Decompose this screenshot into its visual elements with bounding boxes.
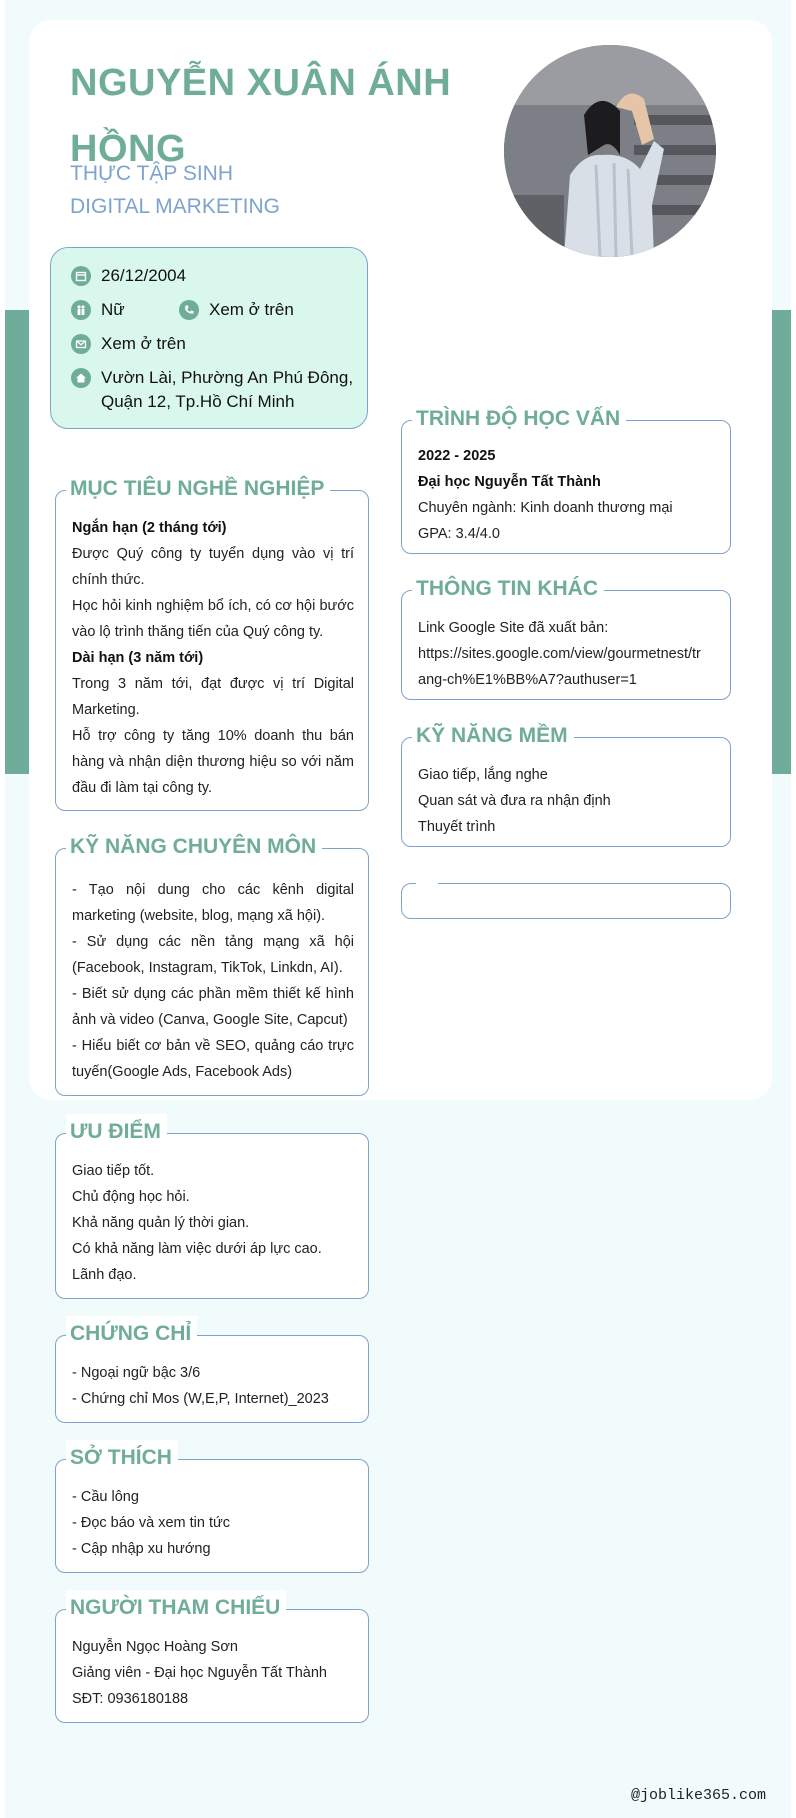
education-title: TRÌNH ĐỘ HỌC VẤN: [412, 401, 626, 437]
soft-skills-title: KỸ NĂNG MỀM: [412, 718, 574, 754]
address-line1: Vườn Lài, Phường An Phú Đông,: [101, 368, 354, 387]
soft-skills-body: [418, 762, 716, 840]
education-major: Chuyên ngành: Kinh doanh thương mại: [418, 500, 673, 516]
address-text: [101, 366, 353, 414]
soft-skill-item: Thuyết trình: [418, 819, 496, 835]
strength-item: Khả năng quản lý thời gian.: [72, 1215, 250, 1231]
soft-skills-section: [401, 724, 731, 847]
contact-info-box: [50, 247, 368, 429]
skill-item: - Tạo nội dung cho các kênh digital marketing (website, blog, mạng xã hội).: [72, 882, 354, 924]
reference-item: SĐT: 0936180188: [72, 1691, 189, 1707]
hobby-item: - Cầu lông: [72, 1489, 139, 1505]
gender-row: [71, 298, 125, 322]
footer-credit: @joblike365.com: [630, 1787, 766, 1804]
birthday-text: 26/12/2004: [101, 266, 187, 285]
hobbies-title: SỞ THÍCH: [66, 1440, 178, 1476]
skill-item: - Biết sử dụng các phần mềm thiết kế hình ảnh và video (Canva, Google Site, Capcut): [72, 986, 354, 1028]
long-term-goal-2: Hỗ trợ công ty tăng 10% doanh thu bán hàng và nhận diện thương hiệu so với năm đầu đi làm tại công ty.: [72, 728, 354, 796]
strength-item: Lãnh đạo.: [72, 1267, 137, 1283]
career-objective-section: [55, 477, 369, 811]
job-title-line1: THỰC TẬP SINH: [70, 162, 234, 185]
portrait-image: [504, 45, 716, 257]
certificates-title: CHỨNG CHỈ: [66, 1316, 197, 1352]
phone-row: [179, 298, 294, 322]
certificate-item: - Ngoại ngữ bậc 3/6: [72, 1365, 201, 1381]
strength-item: Có khả năng làm việc dưới áp lực cao.: [72, 1241, 322, 1257]
home-icon: [71, 368, 91, 388]
strength-item: Giao tiếp tốt.: [72, 1163, 155, 1179]
job-title: [70, 157, 280, 223]
short-term-goal-2: Học hỏi kinh nghiệm bổ ích, có cơ hội bước vào lộ trình thăng tiến của Quý công ty.: [72, 598, 354, 640]
google-site-link-line1: https://sites.google.com/view/gourmetnest/tr: [418, 646, 701, 662]
soft-skill-item: Giao tiếp, lắng nghe: [418, 767, 548, 783]
professional-skills-body: [72, 877, 354, 1085]
strengths-section: [55, 1120, 369, 1299]
empty-title-gap: [416, 882, 438, 886]
gender-text: Nữ: [101, 300, 125, 319]
candidate-name-line1: NGUYỄN XUÂN ÁNH: [70, 62, 452, 104]
email-text: Xem ở trên: [101, 334, 186, 353]
left-accent-bar: [5, 310, 29, 774]
other-info-label: Link Google Site đã xuất bản:: [418, 620, 609, 636]
google-site-link-line2: ang-ch%E1%BB%A7?authuser=1: [418, 672, 637, 688]
phone-text: Xem ở trên: [209, 300, 294, 319]
education-gpa: GPA: 3.4/4.0: [418, 526, 500, 542]
job-title-line2: DIGITAL MARKETING: [70, 195, 281, 218]
empty-section-box: [401, 883, 731, 919]
strength-item: Chủ động học hỏi.: [72, 1189, 190, 1205]
email-row: [71, 332, 186, 356]
references-section: [55, 1596, 369, 1723]
phone-icon: [179, 300, 199, 320]
other-info-title: THÔNG TIN KHÁC: [412, 571, 604, 607]
career-objective-title: MỤC TIÊU NGHỀ NGHIỆP: [66, 471, 330, 507]
mail-icon: [71, 334, 91, 354]
short-term-label: Ngắn hạn (2 tháng tới): [72, 520, 227, 536]
strengths-body: [72, 1158, 354, 1288]
birthday-row: [71, 264, 186, 288]
skill-item: - Sử dụng các nền tảng mạng xã hội (Facebook, Instagram, TikTok, Linkdn, AI).: [72, 934, 354, 976]
candidate-name-line2: HỒNG: [70, 128, 186, 170]
education-body: [418, 443, 716, 547]
education-school: Đại học Nguyễn Tất Thành: [418, 474, 601, 490]
hobby-item: - Cập nhập xu hướng: [72, 1541, 211, 1557]
right-accent-bar: [772, 310, 791, 774]
professional-skills-title: KỸ NĂNG CHUYÊN MÔN: [66, 829, 322, 865]
long-term-label: Dài hạn (3 năm tới): [72, 650, 204, 666]
short-term-goal-1: Được Quý công ty tuyển dụng vào vị trí chính thức.: [72, 546, 354, 588]
strengths-title: ƯU ĐIỂM: [66, 1114, 167, 1150]
career-objective-body: [72, 515, 354, 801]
address-line2: Quận 12, Tp.Hồ Chí Minh: [101, 392, 295, 411]
gender-icon: [71, 300, 91, 320]
long-term-goal-1: Trong 3 năm tới, đạt được vị trí Digital Marketing.: [72, 676, 354, 718]
references-body: [72, 1634, 354, 1712]
hobbies-body: [72, 1484, 354, 1562]
reference-item: Nguyễn Ngọc Hoàng Sơn: [72, 1639, 238, 1655]
skill-item: - Hiểu biết cơ bản về SEO, quảng cáo trực tuyến(Google Ads, Facebook Ads): [72, 1038, 354, 1080]
education-years: 2022 - 2025: [418, 448, 496, 464]
certificate-item: - Chứng chỉ Mos (W,E,P, Internet)_2023: [72, 1391, 329, 1407]
other-info-section: [401, 577, 731, 700]
address-row: [71, 366, 353, 414]
hobbies-section: [55, 1446, 369, 1573]
certificates-body: [72, 1360, 354, 1412]
other-info-body: [418, 615, 716, 693]
reference-item: Giảng viên - Đại học Nguyễn Tất Thành: [72, 1665, 327, 1681]
certificates-section: [55, 1322, 369, 1423]
references-title: NGƯỜI THAM CHIẾU: [66, 1590, 286, 1626]
hobby-item: - Đọc báo và xem tin tức: [72, 1515, 230, 1531]
professional-skills-section: [55, 835, 369, 1096]
avatar-photo: [504, 45, 716, 257]
soft-skill-item: Quan sát và đưa ra nhận định: [418, 793, 611, 809]
calendar-icon: [71, 266, 91, 286]
education-section: [401, 407, 731, 554]
